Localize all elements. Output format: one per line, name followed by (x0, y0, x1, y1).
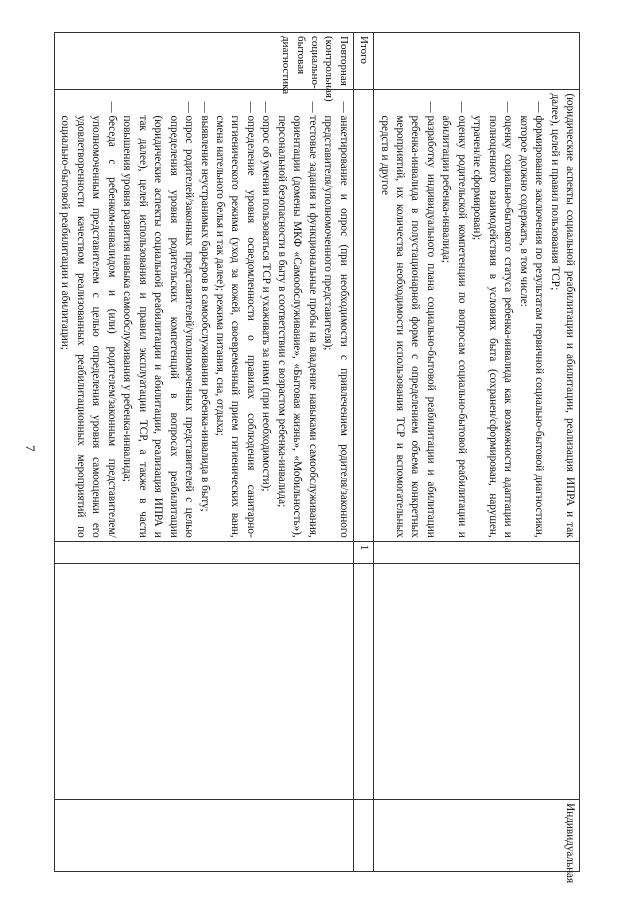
list-item: —оценку социально-бытового статуса ребенка-инвалида как возможности адаптации и полноценного взаимодействия в условиях быта (сохранен/сформирован, нарушен, утрачен/не сформирован); (471, 101, 515, 538)
row3-form-cell (55, 800, 354, 872)
row3-count-cell (55, 541, 354, 564)
row1-lead-text: (юридические аспекты социальной реабилитации и абилитации, реализация ИПРА и так далее), целей и правил пользования ТСР; (548, 93, 576, 538)
total-label-cell: Итого (353, 33, 373, 90)
list-item-text: опрос об умении пользоваться ТСР и ухаживать за ними (при необходимости); (260, 115, 273, 492)
list-item-text: выявление неустранимых барьеров в самообслуживании ребенка-инвалида в быту; (198, 115, 211, 512)
row1-label-cell (374, 33, 580, 90)
total-form-cell (353, 800, 373, 872)
list-item: —анкетирование и опрос (при необходимости с привлечением родителя/законного представителя/уполномоченного представителя); (322, 101, 350, 538)
total-count-cell: 1 (353, 541, 373, 564)
list-item-text: опрос родителей/законных представителей/уполномоченных представителей с целью определения уровня родительских компетенций в вопросах реабилитации (юридические аспекты социальной реабилитации и абилитации, реализация ИПРА и так далее), целей использования и правил эксплуатации ТСР, а также в части повышения уровня развития навыка самообслуживания у ребенка-инвалида; (121, 115, 196, 538)
list-item-text: оценку родительской компетенции по вопросам социально-бытовой реабилитации и абилитации ребенка-инвалида; (440, 115, 468, 538)
row1-count-cell (374, 541, 580, 564)
table-row (55, 33, 354, 872)
list-item-text: разработку индивидуального плана социально-бытовой реабилитации и абилитации ребенка-инвалида в полустационарной форме с определением объема конкретных мероприятий, их количества необходимости использования ТСР и вспомогательных средств и другое (378, 115, 437, 538)
list-item: —опрос об умении пользоваться ТСР и ухаживать за ними (при необходимости); (260, 101, 273, 492)
row1-extra-cell (374, 564, 580, 800)
list-item-text: анкетирование и опрос (при необходимости с привлечением родителя/законного представителя/уполномоченного представителя); (322, 115, 350, 538)
list-item: —выявление неустранимых барьеров в самообслуживании ребенка-инвалида в быту; (198, 101, 211, 512)
list-item: —тестовые задания и функциональные пробы на владение навыками самообслуживания, ориентации (домены МКФ «Самообслуживание», «Бытовая жизнь», «Мобильность»), персональной безопасности в быту в соответствии с возрастом ребенка-инвалида; (275, 101, 319, 538)
list-item: —разработку индивидуального плана социально-бытовой реабилитации и абилитации ребенка-инвалида в полустационарной форме с определением объема конкретных мероприятий, их количества необходимости использования ТСР и вспомогательных средств и другое (378, 101, 437, 538)
row3-extra-cell (55, 564, 354, 800)
table-row (374, 33, 580, 872)
total-extra-cell (353, 564, 373, 800)
list-item-text: определение уровня осведомленности о правилах соблюдения санитарно-гигиенического режима (уход за кожей, своевременный прием гигиенических ванн, смена нательного белья и так далее); режима питания, сна, отдыха; (214, 115, 257, 538)
list-item: —формирование заключения по результатам первичной социально-бытовой диагностики, которое должно содержать, в том числе: (517, 101, 546, 538)
page-number: 7 (23, 445, 38, 452)
list-item-text: тестовые задания и функциональные пробы на владение навыками самообслуживания, ориентации (домены МКФ «Самообслуживание», «Бытовая жизнь», «Мобильность»), персональной безопасности в быту в соответствии с возрастом ребенка-инвалида; (275, 115, 319, 538)
row3-content-cell (55, 90, 354, 541)
list-item: —опрос родителей/законных представителей/уполномоченных представителей с целью определения уровня родительских компетенций в вопросах реабилитации (юридические аспекты социальной реабилитации и абилитации, реализация ИПРА и так далее), целей использования и правил эксплуатации ТСР, а также в части повышения уровня развития навыка самообслуживания у ребенка-инвалида; (121, 101, 196, 538)
row3-label-cell: Повторная (контрольная) социально-бытовая диагностика (55, 33, 354, 90)
rotated-sheet (59, 32, 580, 884)
row1-content-cell (374, 90, 580, 541)
list-item: —беседа с ребенком-инвалидом и (или) родителем/законным представителем/уполномоченным представителем с целью определения уровня самооценки его удовлетворенности качеством реализованных реабилитационных мероприятий по социально-бытовой реабилитации и абилитации; (59, 101, 118, 538)
list-item-text: формирование заключения по результатам первичной социально-бытовой диагностики, которое должно содержать, в том числе: (517, 115, 546, 538)
total-content-cell (353, 90, 373, 541)
list-item: —определение уровня осведомленности о правилах соблюдения санитарно-гигиенического режима (уход за кожей, своевременный прием гигиенических ванн, смена нательного белья и так далее); режима питания, сна, отдыха; (214, 101, 257, 538)
table-row (353, 33, 373, 872)
document-table (54, 32, 580, 884)
list-item: —оценку родительской компетенции по вопросам социально-бытовой реабилитации и абилитации ребенка-инвалида; (440, 101, 468, 538)
row1-form-cell: Индивидуальная (374, 800, 580, 872)
list-item-text: оценку социально-бытового статуса ребенка-инвалида как возможности адаптации и полноценного взаимодействия в условиях быта (сохранен/сформирован, нарушен, утрачен/не сформирован); (471, 115, 515, 538)
list-item-text: беседа с ребенком-инвалидом и (или) родителем/законным представителем/уполномоченным представителем с целью определения уровня самооценки его удовлетворенности качеством реализованных реабилитационных мероприятий по социально-бытовой реабилитации и абилитации; (59, 115, 118, 538)
